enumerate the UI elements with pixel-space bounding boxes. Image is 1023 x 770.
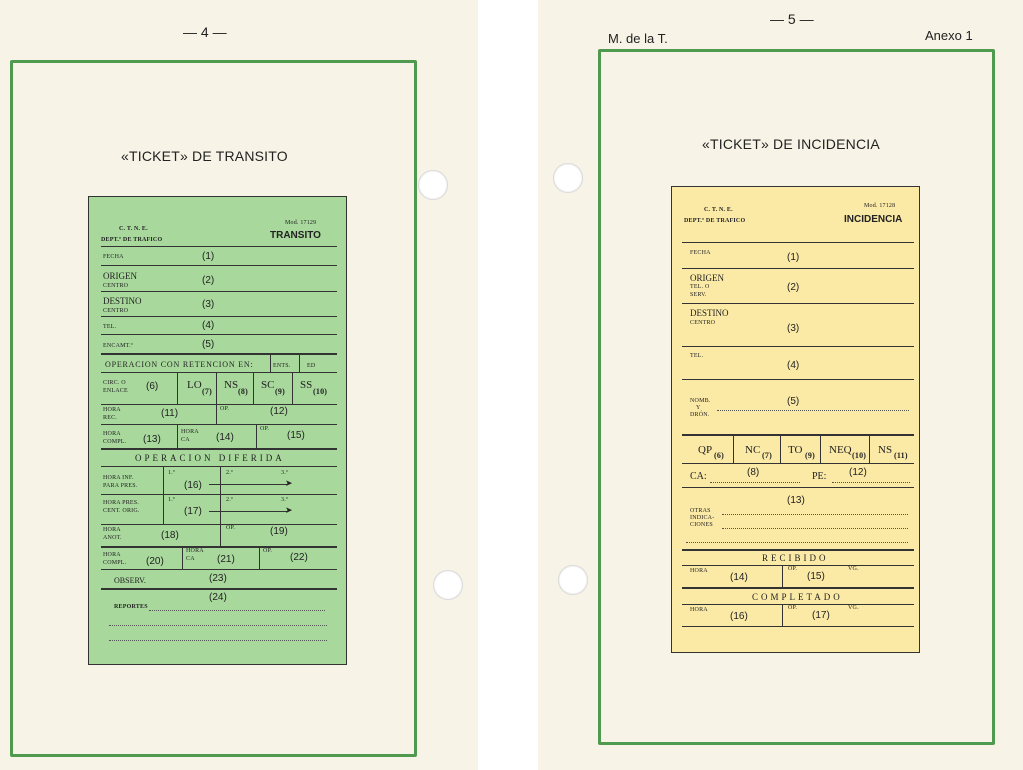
field-number: (14)	[216, 432, 234, 443]
field-number: (17)	[812, 610, 830, 621]
field-number: (9)	[275, 387, 285, 396]
right-page	[538, 0, 1023, 770]
field-number: (12)	[849, 467, 867, 478]
page-number: — 4 —	[183, 24, 227, 40]
label-dron: DRÓN.	[690, 412, 710, 418]
field-number: (7)	[202, 387, 212, 396]
label-lo: LO	[187, 379, 202, 391]
label-2nd: 2.º	[226, 470, 233, 476]
label-ca: CA:	[690, 471, 707, 482]
label-origen: ORIGEN	[103, 271, 137, 281]
field-number: (1)	[787, 252, 800, 263]
label-centro: CENTRO	[103, 283, 129, 289]
label-compl: COMPL.	[103, 439, 127, 445]
label-hora-inf: HORA INF.	[103, 475, 134, 481]
field-number: (4)	[202, 320, 215, 331]
label-observ: OBSERV.	[114, 576, 146, 585]
field-number: (17)	[184, 506, 202, 517]
field-number: (14)	[730, 572, 748, 583]
field-number: (21)	[217, 554, 235, 565]
ticket-title: «TICKET» DE INCIDENCIA	[702, 136, 880, 152]
label-2nd: 2.º	[226, 497, 233, 503]
label-destino: DESTINO	[103, 296, 142, 306]
label-op: OP.	[788, 605, 798, 611]
field-number: (5)	[787, 396, 800, 407]
label-hora: HORA	[103, 407, 121, 413]
label-3rd: 3.º	[281, 497, 288, 503]
dept-name: DEPT.º DE TRAFICO	[101, 237, 163, 243]
field-number: (16)	[730, 611, 748, 622]
label-encamt: ENCAMT.º	[103, 343, 133, 349]
label-op-diferida: OPERACION DIFERIDA	[135, 453, 285, 463]
label-op: OP.	[226, 525, 236, 531]
dept-name: DEPT.º DE TRAFICO	[684, 218, 746, 224]
field-number: (22)	[290, 552, 308, 563]
field-number: (12)	[270, 406, 288, 417]
label-ns: NS	[224, 379, 239, 391]
label-ents: ENTS.	[273, 363, 291, 369]
label-ca: CA	[186, 556, 195, 562]
label-op-retencion: OPERACION CON RETENCION EN:	[105, 360, 254, 369]
label-cent-orig: CENT. ORIG.	[103, 508, 140, 514]
label-tel: TEL.	[103, 324, 117, 330]
label-tel-o: TEL. O	[690, 284, 710, 290]
label-ca: CA	[181, 437, 190, 443]
label-centro: CENTRO	[103, 308, 129, 314]
field-number: (6)	[714, 451, 724, 460]
field-number: (13)	[143, 434, 161, 445]
left-page	[0, 0, 478, 770]
label-ss: SS	[300, 379, 313, 391]
label-qp: QP	[698, 444, 713, 456]
punch-hole	[433, 570, 463, 600]
arrow-icon: ➤	[285, 505, 293, 515]
label-y: Y	[696, 405, 701, 411]
field-number: (6)	[146, 381, 159, 392]
field-number: (5)	[202, 339, 215, 350]
label-compl: COMPL.	[103, 560, 127, 566]
field-number: (1)	[202, 251, 215, 262]
field-number: (11)	[161, 408, 179, 419]
label-origen: ORIGEN	[690, 273, 724, 283]
label-op: OP.	[260, 426, 270, 432]
label-tel: TEL.	[690, 353, 704, 359]
ticket-type: TRANSITO	[270, 230, 321, 241]
page-gutter	[478, 0, 538, 770]
header-right: Anexo 1	[925, 28, 973, 43]
field-number: (15)	[287, 430, 305, 441]
label-nomb: NOMB.	[690, 398, 711, 404]
field-number: (20)	[146, 556, 164, 567]
label-fecha: FECHA	[103, 254, 124, 260]
field-number: (2)	[202, 275, 215, 286]
page-number: — 5 —	[770, 11, 814, 27]
label-circ: CIRC. O	[103, 380, 126, 386]
label-enlace: ENLACE	[103, 388, 128, 394]
label-to: TO	[788, 444, 803, 456]
label-op: OP.	[220, 406, 230, 412]
label-ed: ED	[307, 363, 316, 369]
label-op: OP.	[788, 566, 798, 572]
label-anot: ANOT.	[103, 535, 122, 541]
label-fecha: FECHA	[690, 250, 711, 256]
field-number: (11)	[894, 451, 908, 460]
label-otras: OTRAS	[690, 508, 711, 514]
label-rec: REC.	[103, 415, 117, 421]
arrow-icon: ➤	[285, 478, 293, 488]
label-sc: SC	[261, 379, 275, 391]
label-hora-pres: HORA PRES.	[103, 500, 140, 506]
ticket-transito-form	[88, 196, 347, 665]
field-number: (4)	[787, 360, 800, 371]
label-hora: HORA	[186, 548, 204, 554]
field-number: (10)	[313, 387, 328, 396]
field-number: (2)	[787, 282, 800, 293]
label-destino: DESTINO	[690, 308, 729, 318]
label-hora: HORA	[690, 568, 708, 574]
label-op: OP.	[263, 548, 273, 554]
label-1st: 1.º	[168, 497, 175, 503]
punch-hole	[553, 163, 583, 193]
field-number: (3)	[787, 323, 800, 334]
ticket-type: INCIDENCIA	[844, 214, 903, 225]
punch-hole	[558, 565, 588, 595]
label-hora: HORA	[103, 552, 121, 558]
label-recibido: RECIBIDO	[762, 553, 829, 563]
label-neq: NEQ	[829, 444, 852, 456]
label-indica: INDICA-	[690, 515, 715, 521]
field-number: (16)	[184, 480, 202, 491]
model-number: Mod. 17129	[285, 220, 317, 226]
field-number: (8)	[238, 387, 248, 396]
ticket-title: «TICKET» DE TRANSITO	[121, 148, 288, 164]
label-1st: 1.º	[168, 470, 175, 476]
punch-hole	[418, 170, 448, 200]
label-completado: COMPLETADO	[752, 592, 843, 602]
model-number: Mod. 17128	[864, 203, 896, 209]
ticket-incidencia-form	[671, 186, 920, 653]
label-3rd: 3.º	[281, 470, 288, 476]
label-nc: NC	[745, 444, 761, 456]
header-left: M. de la T.	[608, 31, 668, 46]
label-vg: VG.	[848, 605, 859, 611]
field-number: (3)	[202, 299, 215, 310]
field-number: (18)	[161, 530, 179, 541]
field-number: (7)	[762, 451, 772, 460]
label-pe: PE:	[812, 471, 827, 482]
field-number: (15)	[807, 571, 825, 582]
field-number: (9)	[805, 451, 815, 460]
field-number: (13)	[787, 495, 805, 506]
org-name: C. T. N. E.	[704, 207, 733, 213]
field-number: (10)	[852, 451, 867, 460]
label-hora: HORA	[690, 607, 708, 613]
label-hora: HORA	[181, 429, 199, 435]
field-number: (23)	[209, 573, 227, 584]
label-vg: VG.	[848, 566, 859, 572]
org-name: C. T. N. E.	[119, 226, 148, 232]
label-ns: NS	[878, 444, 893, 456]
field-number: (19)	[270, 526, 288, 537]
label-hora: HORA	[103, 431, 121, 437]
label-para-pres: PARA PRES.	[103, 483, 138, 489]
label-ciones: CIONES	[690, 522, 713, 528]
field-number: (8)	[747, 467, 760, 478]
label-serv: SERV.	[690, 292, 707, 298]
field-number: (24)	[209, 592, 227, 603]
label-centro: CENTRO	[690, 320, 716, 326]
label-hora: HORA	[103, 527, 121, 533]
label-reportes: REPORTES	[114, 604, 148, 610]
